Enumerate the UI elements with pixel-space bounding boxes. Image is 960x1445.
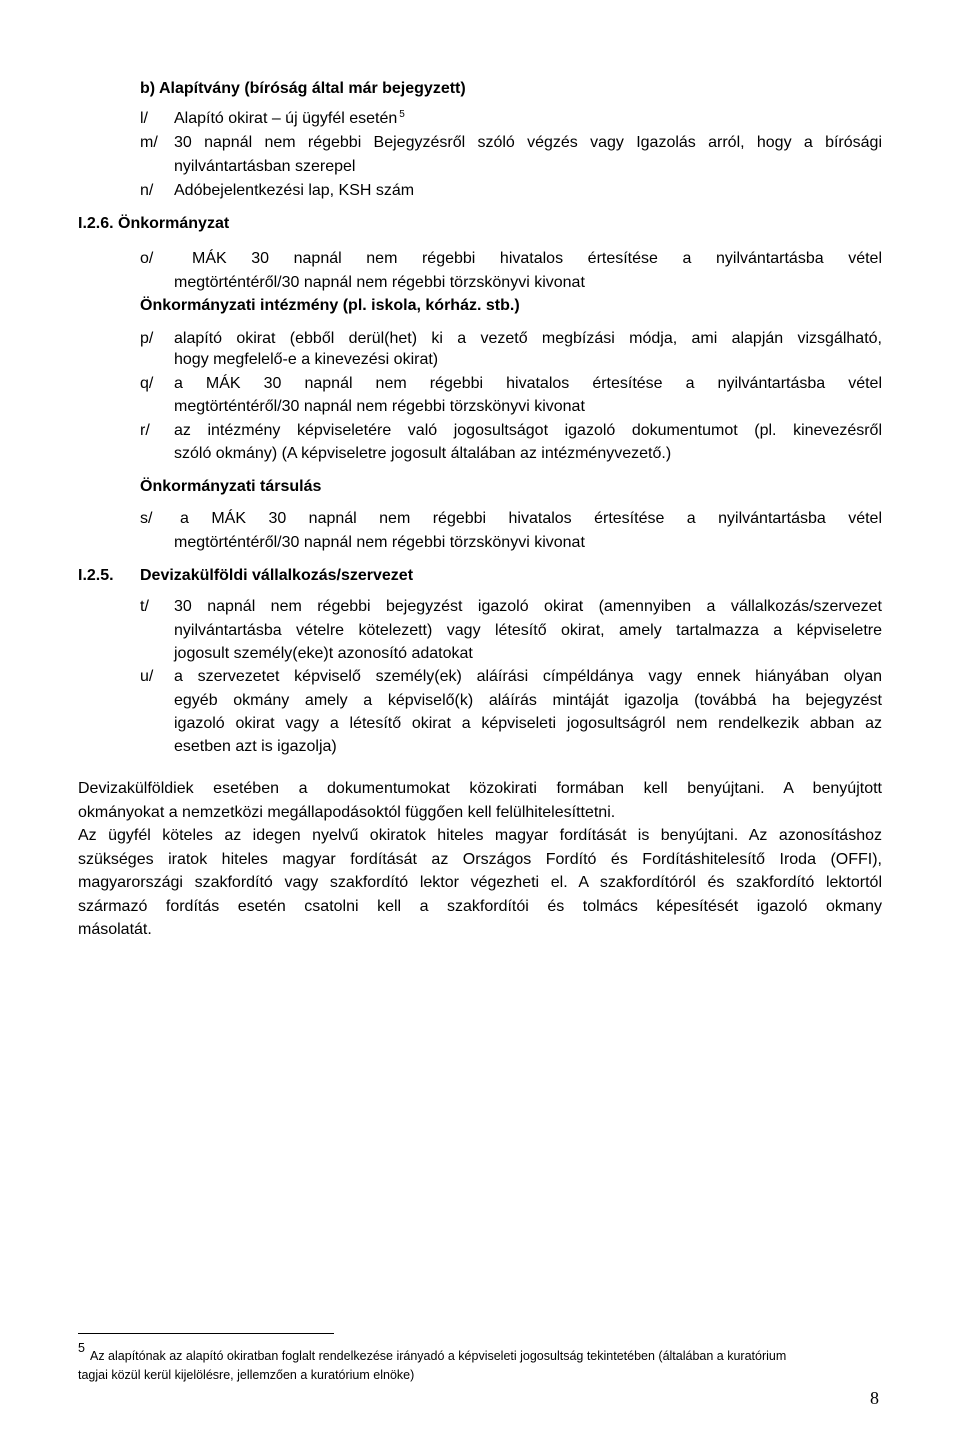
section-126-title: I.2.6. Önkormányzat (78, 215, 230, 232)
institution-title: Önkormányzati intézmény (pl. iskola, kórház. stb.) (140, 297, 520, 314)
item-l-text (174, 109, 405, 129)
item-p-line2: hogy megfelelő-e a kinevezési okirat) (174, 351, 439, 368)
item-u-line4: esetben azt is igazolja) (174, 738, 337, 755)
item-o-line1: MÁK 30 napnál nem régebbi hivatalos értesítése a nyilvántartásba vétel (192, 250, 882, 267)
item-t-line1: 30 napnál nem régebbi bejegyzést igazoló okirat (amennyiben a vállalkozás/szervezet (174, 598, 882, 615)
item-r-line1: az intézmény képviseletére való jogosultságot igazoló dokumentumot (pl. kinevezésről (174, 422, 882, 439)
item-p-marker: p/ (140, 330, 154, 347)
footnote-line2: tagjai közül kerül kijelölésre, jellemzően a kuratórium elnöke) (78, 1368, 415, 1382)
item-m-line1: 30 napnál nem régebbi Bejegyzésről szóló végzés vagy Igazolás arról, hogy a bírósági (174, 134, 882, 151)
footnote-separator (78, 1333, 334, 1334)
para2-line3: magyarországi szakfordító vagy szakfordító lektor végezheti el. A szakfordítóról és szakfordító lektortól (78, 874, 882, 891)
item-o-line2: megtörténtéről/30 napnál nem régebbi törzskönyvi kivonat (174, 274, 585, 291)
item-u-marker: u/ (140, 668, 154, 685)
item-s-line1: a MÁK 30 napnál nem régebbi hivatalos értesítése a nyilvántartásba vétel (180, 510, 882, 527)
item-p-line1: alapító okirat (ebből derül(het) ki a vezető megbízási módja, ami alapján vizsgálható, (174, 330, 882, 347)
item-r-marker: r/ (140, 422, 150, 439)
para1-line1: Devizakülföldiek esetében a dokumentumokat közokirati formában kell benyújtani. A benyújtott (78, 780, 882, 797)
item-s-line2: megtörténtéről/30 napnál nem régebbi törzskönyvi kivonat (174, 534, 585, 551)
item-t-line3: jogosult személy(eke)t azonosító adatokat (174, 645, 473, 662)
item-o-marker: o/ (140, 250, 154, 267)
item-u-line1: a szervezetet képviselő személy(ek) aláírási címpéldánya vagy ennek hiányában olyan (174, 668, 882, 685)
item-m-marker: m/ (140, 134, 158, 151)
item-u-line3: igazoló okirat vagy a létesítő okirat a képviseleti jogosultságról nem rendelkezik abban az (174, 715, 882, 732)
footnote-ref: 5 (399, 109, 405, 120)
para2-line1: Az ügyfél köteles az idegen nyelvű okiratok hiteles magyar fordítását is benyújtani. Az azonosításhoz (78, 827, 882, 844)
section-b-title: b) Alapítvány (bíróság által már bejegyzett) (140, 80, 466, 97)
item-n-marker: n/ (140, 182, 154, 199)
item-s-marker: s/ (140, 510, 153, 527)
association-title: Önkormányzati társulás (140, 478, 322, 495)
item-l-marker: l/ (140, 110, 148, 127)
item-l-label: Alapító okirat – új ügyfél esetén (174, 110, 398, 127)
section-125-number: I.2.5. (78, 567, 114, 584)
item-q-marker: q/ (140, 375, 154, 392)
para2-line2: szükséges iratok hiteles magyar fordítását az Országos Fordító és Fordításhitelesítő Iroda (OFFI), (78, 851, 882, 868)
item-q-line2: megtörténtéről/30 napnál nem régebbi törzskönyvi kivonat (174, 398, 585, 415)
para2-line4: származó fordítás esetén csatolni kell a szakfordítói és tolmács képesítését igazoló okmany (78, 898, 882, 915)
item-r-line2: szóló okmány) (A képviseletre jogosult általában az intézményvezető.) (174, 445, 672, 462)
para2-line5: másolatát. (78, 921, 152, 938)
item-q-line1: a MÁK 30 napnál nem régebbi hivatalos értesítése a nyilvántartásba vétel (174, 375, 882, 392)
item-n-text: Adóbejelentkezési lap, KSH szám (174, 182, 415, 199)
footnote-number: 5 (78, 1341, 85, 1355)
item-m-line2: nyilvántartásban szerepel (174, 158, 356, 175)
page-number: 8 (870, 1388, 879, 1408)
item-u-line2: egyéb okmány amely a képviselő(k) aláírás mintáját igazolja (továbbá ha bejegyzést (174, 692, 882, 709)
para1-line2: okmányokat a nemzetközi megállapodásoktól függően kell felülhitelesíttetni. (78, 804, 616, 821)
item-t-line2: nyilvántartásba vételre kötelezett) vagy létesítő okirat, amely tartalmazza a képviseletre (174, 622, 882, 639)
footnote-line1: Az alapítónak az alapító okiratban foglalt rendelkezése irányadó a képviseleti jogosultság tekintetében (általában a kuratórium (90, 1349, 787, 1363)
section-125-title: Devizakülföldi vállalkozás/szervezet (140, 567, 414, 584)
item-t-marker: t/ (140, 598, 149, 615)
